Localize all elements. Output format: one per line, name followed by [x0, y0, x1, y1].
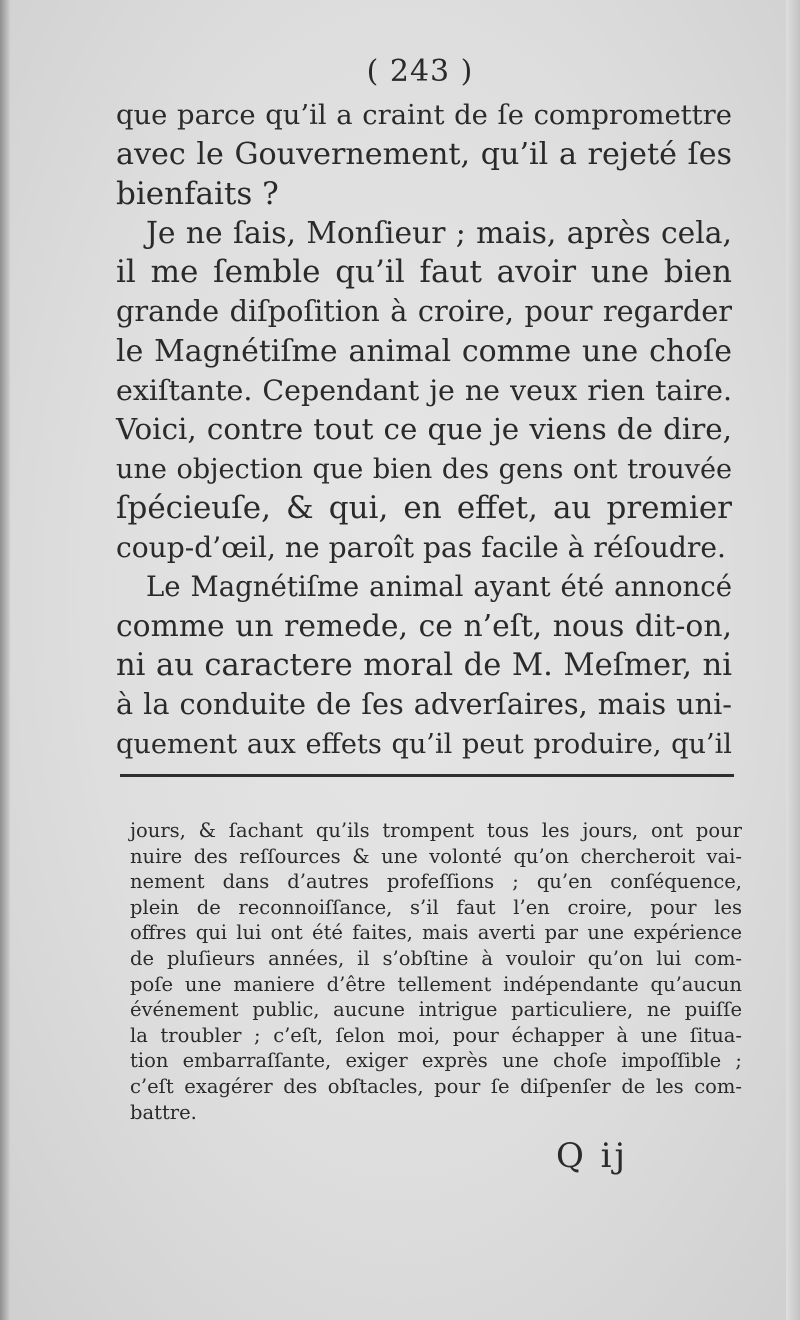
body-line: exiſtante. Cependant je ne veux rien taire.	[116, 374, 732, 408]
footnote-line: nuire des reſſources & une volonté qu’on chercheroit vai-	[130, 844, 742, 868]
footnote-line: offres qui lui ont été faites, mais averti par une expérience	[130, 921, 742, 945]
body-line: à la conduite de ſes adverſaires, mais uni-	[116, 687, 732, 722]
footnote-line: jours, & ſachant qu’ils trompent tous les jours, ont pour	[130, 819, 742, 842]
page-number: ( 243 )	[366, 54, 474, 89]
footnote-line: la troubler ; c’eſt, ſelon moi, pour échapper à une ſitua-	[130, 1023, 742, 1047]
footnote-line: battre.	[130, 1100, 197, 1124]
body-line: quement aux effets qu’il peut produire, qu’il	[116, 728, 732, 760]
footnote-separator-rule	[120, 774, 734, 777]
body-line: bienfaits ?	[116, 175, 279, 212]
body-line: que parce qu’il a craint de ſe compromettre	[116, 100, 732, 131]
footnote-line: c’eſt exagérer des obſtacles, pour ſe diſpenſer de les com-	[130, 1074, 742, 1098]
body-line: ni au caractere moral de M. Meſmer, ni	[116, 648, 732, 684]
body-line: avec le Gouvernement, qu’il a rejeté ſes	[116, 137, 732, 173]
body-line: Le Magnétiſme animal ayant été annoncé	[146, 570, 732, 603]
body-line: ſpécieuſe, & qui, en effet, au premier	[116, 489, 732, 526]
page-edge-shadow	[786, 0, 800, 1320]
body-line: il me ſemble qu’il faut avoir une bien	[116, 254, 732, 291]
main-body-text	[116, 96, 732, 764]
body-line: grande diſpoſition à croire, pour regarder	[116, 294, 732, 329]
body-line: le Magnétiſme animal comme une choſe	[116, 333, 732, 369]
footnote-text	[130, 818, 742, 1125]
footnote-line: tion embarraſſante, exiger exprès une choſe impoſſible ;	[130, 1049, 742, 1073]
footnote-line: de pluſieurs années, il s’obſtine à vouloir qu’on lui com-	[130, 946, 742, 970]
footnote-line: nement dans d’autres profeſſions ; qu’en conſéquence,	[130, 870, 742, 894]
body-line: une objection que bien des gens ont trouvée	[116, 453, 732, 485]
body-line: Je ne ſais, Monſieur ; mais, après cela,	[146, 215, 732, 251]
footnote-line: plein de reconnoiſſance, s’il faut l’en croire, pour les	[130, 895, 742, 919]
footnote-line: poſe une maniere d’être tellement indépendante qu’aucun	[130, 972, 742, 996]
body-line: comme un remede, ce n’eſt, nous dit-on,	[116, 608, 732, 644]
body-line: Voici, contre tout ce que je viens de dire,	[116, 412, 732, 447]
footnote-line: événement public, aucune intrigue particuliere, ne puiſſe	[130, 998, 742, 1022]
body-line: coup-d’œil, ne paroît pas facile à réſoudre.	[116, 531, 726, 565]
binding-gutter-shadow	[0, 0, 10, 1320]
signature-mark: Q ij	[556, 1136, 629, 1176]
